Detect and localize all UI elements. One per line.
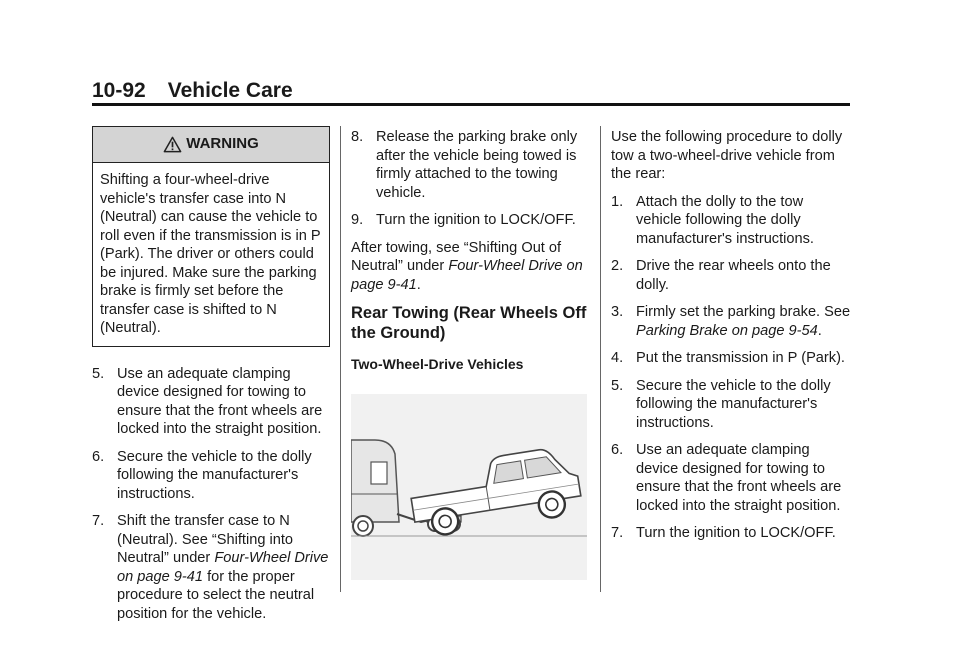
item-number: 7. — [611, 525, 624, 541]
list-item — [611, 303, 851, 340]
warning-text: Shifting a four-wheel-drive vehicle's transfer case into N (Neutral) can cause the vehicle to roll even if the transmission is in P (Park). The driver or others could be injured. Make sure the parking brake is firmly set before the transfer case is shifted to N (Neutral). — [100, 172, 321, 336]
steps-list — [92, 365, 330, 624]
item-text: Turn the ignition to LOCK/OFF. — [376, 212, 576, 228]
column-divider — [600, 126, 601, 592]
list-item — [611, 441, 851, 515]
item-text: Use an adequate clamping device designed for towing to ensure that the front wheels are locked into the straight position. — [117, 365, 323, 437]
list-item — [611, 257, 851, 294]
item-text: Drive the rear wheels onto the dolly. — [636, 258, 831, 293]
warning-triangle-icon — [163, 136, 182, 153]
item-number: 1. — [611, 193, 624, 210]
page-header — [92, 79, 293, 103]
section-title: Vehicle Care — [167, 79, 293, 102]
list-item — [92, 512, 330, 623]
item-number: 8. — [351, 129, 364, 145]
item-number: 6. — [92, 448, 105, 465]
item-number: 5. — [611, 377, 624, 394]
intro-paragraph: Use the following procedure to dolly tow a two-wheel-drive vehicle from the rear: — [611, 129, 843, 182]
cross-reference-link[interactable]: Parking Brake on page 9-54 — [636, 322, 818, 339]
column-2 — [351, 128, 589, 580]
column-1 — [92, 126, 330, 632]
cross-reference-link[interactable]: Four-Wheel Drive on page 9-41 — [117, 550, 329, 585]
list-item — [351, 128, 589, 202]
paragraph-text: After towing, see “Shifting Out of Neutral” under — [351, 239, 562, 274]
page-number: 10-92 — [92, 79, 146, 102]
section-heading: Rear Towing (Rear Wheels Off the Ground) — [351, 304, 587, 342]
cross-reference-link[interactable]: Four-Wheel Drive on page 9-41 — [351, 258, 583, 293]
item-number: 9. — [351, 212, 364, 228]
column-divider — [340, 126, 341, 592]
item-text — [636, 303, 851, 340]
item-text: Turn the ignition to LOCK/OFF. — [636, 525, 836, 541]
item-text: Secure the vehicle to the dolly following the manufacturer's instructions. — [636, 377, 831, 431]
list-item — [611, 524, 851, 543]
warning-body — [93, 163, 329, 346]
list-item — [611, 377, 851, 433]
header-rule — [92, 103, 850, 106]
list-item — [92, 448, 330, 504]
item-number: 2. — [611, 258, 624, 274]
warning-title: WARNING — [186, 135, 259, 153]
column-3 — [611, 128, 851, 552]
item-text-part: for the proper procedure to select the neutral position for the vehicle. — [117, 568, 315, 622]
item-text: Use an adequate clamping device designed for towing to ensure that the front wheels are locked into the straight position. — [636, 442, 842, 514]
item-number: 6. — [611, 442, 624, 458]
list-item — [611, 193, 851, 249]
list-item — [92, 365, 330, 439]
warning-header — [93, 127, 329, 163]
item-number: 7. — [92, 513, 105, 529]
list-item — [351, 211, 589, 230]
item-number: 3. — [611, 304, 624, 320]
item-text: Release the parking brake only after the vehicle being towed is firmly attached to the towing vehicle. — [376, 129, 578, 201]
item-text: Secure the vehicle to the dolly following the manufacturer's instructions. — [117, 448, 312, 502]
list-item — [611, 349, 851, 368]
after-towing-paragraph — [351, 239, 589, 295]
item-text-part: . — [817, 322, 822, 339]
truck-on-dolly-image — [351, 394, 587, 580]
dolly-towing-illustration — [351, 394, 587, 580]
item-number: 5. — [92, 365, 105, 382]
item-text — [117, 512, 330, 623]
item-text: Attach the dolly to the tow vehicle following the dolly manufacturer's instructions. — [636, 193, 814, 247]
item-text-part: Firmly set the parking brake. See — [636, 304, 851, 320]
item-number: 4. — [611, 350, 624, 366]
paragraph-text: . — [416, 276, 421, 293]
subsection-heading: Two-Wheel-Drive Vehicles — [351, 356, 524, 372]
item-text-part: Shift the transfer case to N (Neutral). See “Shifting into Neutral” under — [117, 513, 294, 566]
item-text: Put the transmission in P (Park). — [636, 350, 845, 366]
warning-box — [92, 126, 330, 347]
